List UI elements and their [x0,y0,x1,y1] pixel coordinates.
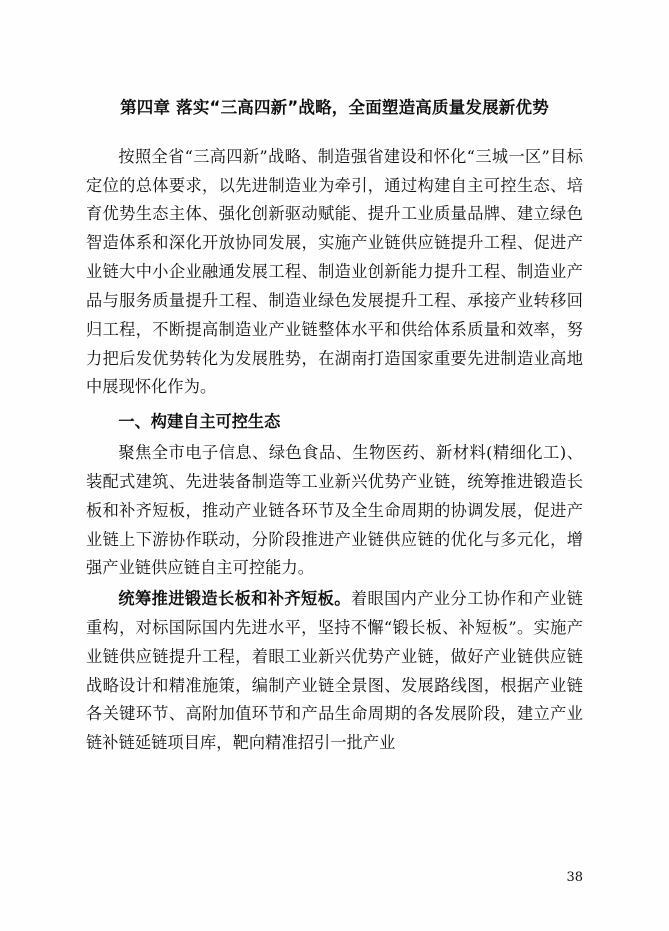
page-number: 38 [566,870,583,885]
paragraph-lead-body: 着眼国内产业分工协作和产业链重构，对标国际国内先进水平，坚持不懈“锻长板、补短板”。实施产业链供应链提升工程，着眼工业新兴优势产业链，做好产业链供应链战略设计和精准施策，编制产业链全景图、发展路线图，根据产业链各关键环节、高附加值环节和产品生命周期的各发展阶段，建立产业链补链延链项目库，靶向精准招引一批产业 [86,589,583,753]
chapter-title: 第四章 落实“三高四新”战略，全面塑造高质量发展新优势 [120,98,549,117]
paragraph-lead-label: 统筹推进锻造长板和补齐短板。 [118,589,351,609]
paragraph-long-short-board [86,585,583,758]
section-heading-1: 一、构建自主可控生态 [118,412,281,432]
paragraph-intro: 按照全省“三高四新”战略、制造强省建设和怀化“三城一区”目标定位的总体要求，以先进制造业为牵引，通过构建自主可控生态、培育优势生态主体、强化创新驱动赋能、提升工业质量品牌、建立绿色智造体系和深化开放协同发展，实施产业链供应链提升工程、促进产业链大中小企业融通发展工程、制造业创新能力提升工程、制造业产品与服务质量提升工程、制造业绿色发展提升工程、承接产业转移回归工程，不断提高制造业产业链整体水平和供给体系质量和效率，努力把后发优势转化为发展胜势，在湖南打造国家重要先进制造业高地中展现怀化作为。 [86,146,583,397]
paragraph-industry-chain: 聚焦全市电子信息、绿色食品、生物医药、新材料(精细化工)、装配式建筑、先进装备制造等工业新兴优势产业链，统筹推进锻造长板和补齐短板，推动产业链各环节及全生命周期的协调发展，促进产业链上下游协作联动，分阶段推进产业链供应链的优化与多元化，增强产业链供应链自主可控能力。 [86,443,583,578]
